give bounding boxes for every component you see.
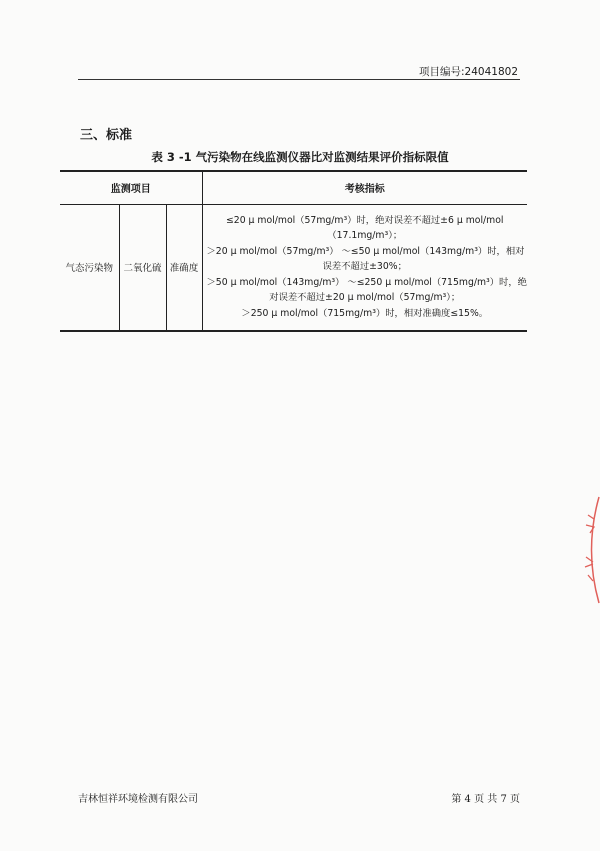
cell-pollutant: 二氧化硫 [119,204,166,331]
cell-index: 准确度 [166,204,202,331]
seam-stamp [574,495,600,605]
cell-category: 气态污染物 [60,204,119,331]
header-monitoring-item: 监测项目 [60,171,202,204]
footer-company: 吉林恒祥环境检测有限公司 [78,794,198,805]
criteria-line: （17.1mg/m³）； [327,230,403,242]
table-caption: 表 3 -1 气污染物在线监测仪器比对监测结果评价指标限值 [151,150,449,164]
criteria-line: ＞50 μ mol/mol（143mg/m³） ～≤250 μ mol/mol（715mg/m³）时，绝 [206,276,527,288]
criteria-line: ＞20 μ mol/mol（57mg/m³） ～≤50 μ mol/mol（143mg/m³）时，相对 [206,245,525,257]
stamp-edge [592,497,600,603]
cell-criteria [202,204,527,331]
section-title: 三、标准 [80,128,133,143]
project-number: 项目编号:24041802 [419,66,518,78]
table-row [60,204,527,331]
header-criteria: 考核指标 [202,171,527,204]
criteria-line: ＞250 μ mol/mol（715mg/m³）时，相对准确度≤15%。 [241,307,489,319]
table-header-row [60,171,527,204]
header-rule [78,79,520,80]
criteria-line: 误差不超过±30%； [322,261,407,273]
footer-page-number: 第 4 页 共 7 页 [451,794,520,805]
criteria-line: 对误差不超过±20 μ mol/mol（57mg/m³）； [269,292,461,304]
standards-table [60,170,527,332]
criteria-line: ≤20 μ mol/mol（57mg/m³）时，绝对误差不超过±6 μ mol/mol [225,214,504,226]
